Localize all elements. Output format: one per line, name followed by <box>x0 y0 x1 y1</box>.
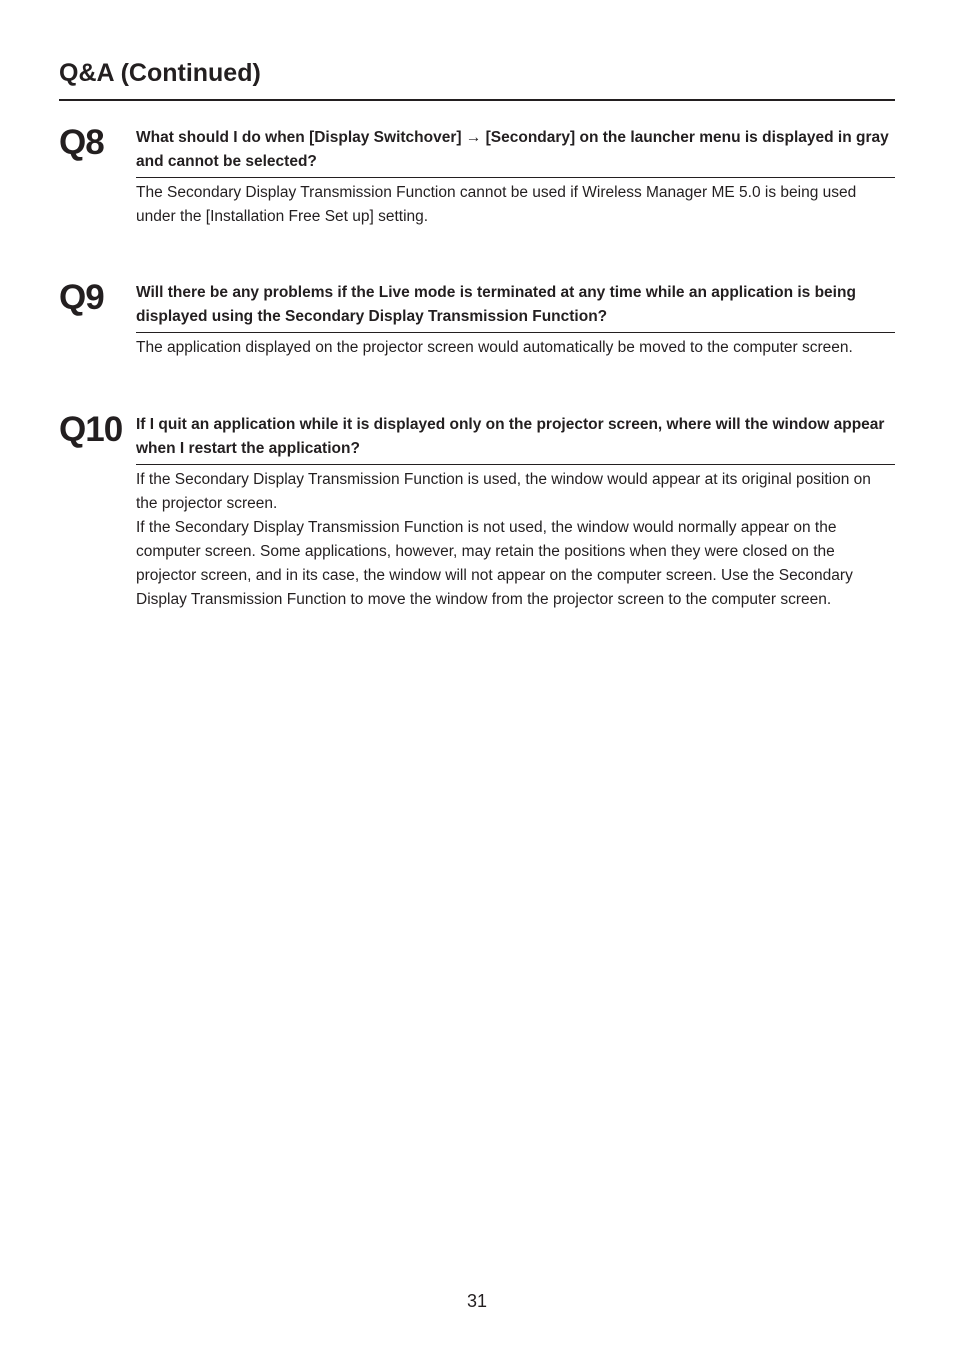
question-text: If I quit an application while it is displayed only on the projector screen, where will the window appear when I restart the application? <box>136 413 895 465</box>
question-number: Q9 <box>59 278 104 317</box>
answer-text <box>136 468 895 612</box>
answer-paragraph: If the Secondary Display Transmission Function is used, the window would appear at its original position on the projector screen. <box>136 471 871 512</box>
answer-paragraph: If the Secondary Display Transmission Function is not used, the window would normally appear on the computer screen. Some applications, however, may retain the positions when they were closed on the projector screen, and in its case, the window will not appear on the computer screen. Use the Secondary Display Transmission Function to move the window from the projector screen to the computer screen. <box>136 519 853 608</box>
page-number: 31 <box>466 1291 488 1311</box>
qa-body <box>136 413 895 612</box>
title-divider <box>59 99 895 101</box>
page-title: Q&A (Continued) <box>59 59 261 87</box>
qa-body <box>136 126 895 229</box>
question-text: Will there be any problems if the Live mode is terminated at any time while an application is being displayed using the Secondary Display Transmission Function? <box>136 281 895 333</box>
question-text: What should I do when [Display Switchover] → [Secondary] on the launcher menu is displayed in gray and cannot be selected? <box>136 126 895 178</box>
answer-paragraph: The application displayed on the projector screen would automatically be moved to the computer screen. <box>136 339 853 356</box>
answer-text <box>136 336 895 360</box>
qa-body <box>136 281 895 360</box>
question-number: Q8 <box>59 123 104 162</box>
question-number: Q10 <box>59 410 123 449</box>
answer-text <box>136 181 895 229</box>
answer-paragraph: The Secondary Display Transmission Function cannot be used if Wireless Manager ME 5.0 is being used under the [Installation Free Set up] setting. <box>136 184 857 225</box>
